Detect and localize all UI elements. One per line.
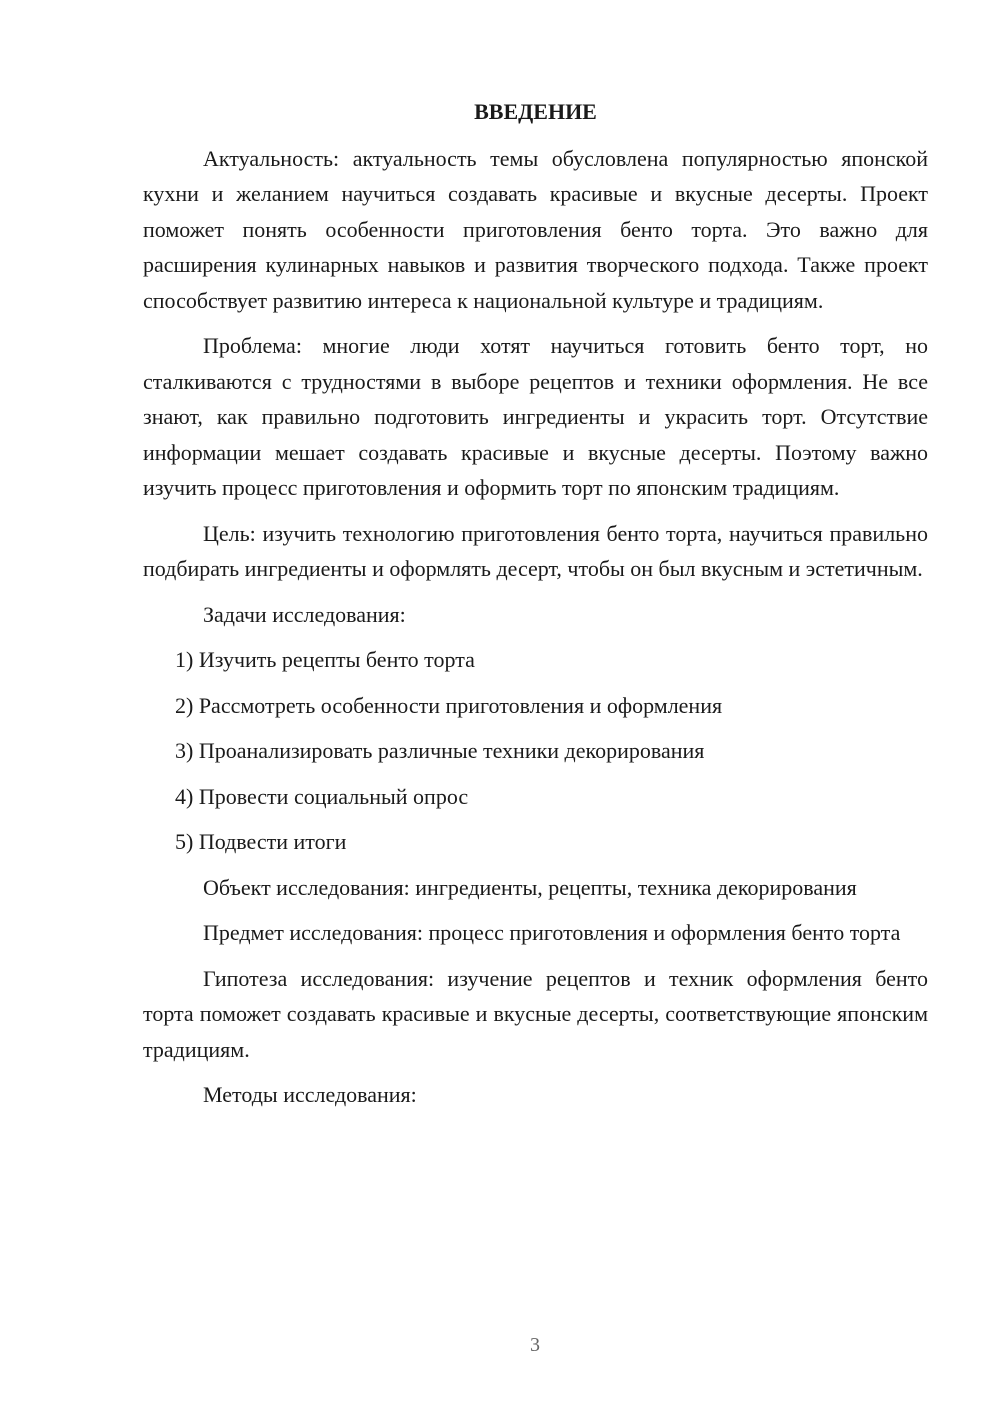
paragraph-problem: Проблема: многие люди хотят научиться готовить бенто торт, но сталкиваются с трудностями в выборе рецептов и техники оформления. Не все знают, как правильно подготовить ингредиенты и украсить торт. Отсутствие информации мешает создавать красивые и вкусные десерты. Поэтому важно изучить процесс приготовления и оформить торт по японским традициям.: [143, 333, 928, 500]
task-item-4: 4) Провести социальный опрос: [175, 783, 469, 809]
task-item-5: 5) Подвести итоги: [175, 829, 347, 854]
task-item-2: 2) Рассмотреть особенности приготовления и оформления: [175, 692, 723, 718]
page-content: [143, 94, 928, 1123]
section-heading: ВВЕДЕНИЕ: [474, 99, 597, 124]
task-item-1: 1) Изучить рецепты бенто торта: [175, 647, 475, 672]
methods-title: Методы исследования:: [203, 1082, 417, 1107]
task-item-3: 3) Проанализировать различные техники декорирования: [175, 738, 705, 763]
paragraph-goal: Цель: изучить технологию приготовления бенто торта, научиться правильно подбирать ингредиенты и оформлять десерт, чтобы он был вкусным и эстетичным.: [143, 520, 928, 581]
page-number: 3: [530, 1334, 540, 1356]
paragraph-hypothesis: Гипотеза исследования: изучение рецептов и техник оформления бенто торта поможет создавать красивые и вкусные десерты, соответствующие японским традициям.: [143, 965, 928, 1062]
paragraph-object: Объект исследования: ингредиенты, рецепты, техника декорирования: [203, 874, 857, 900]
paragraph-subject: Предмет исследования: процесс приготовления и оформления бенто торта: [203, 920, 901, 945]
tasks-title: Задачи исследования:: [203, 601, 406, 627]
paragraph-relevance: Актуальность: актуальность темы обусловлена популярностью японской кухни и желанием научиться создавать красивые и вкусные десерты. Проект поможет понять особенности приготовления бенто торта. Это важно для расширения кулинарных навыков и развития творческого подхода. Также проект способствует развитию интереса к национальной культуре и традициям.: [143, 145, 928, 313]
